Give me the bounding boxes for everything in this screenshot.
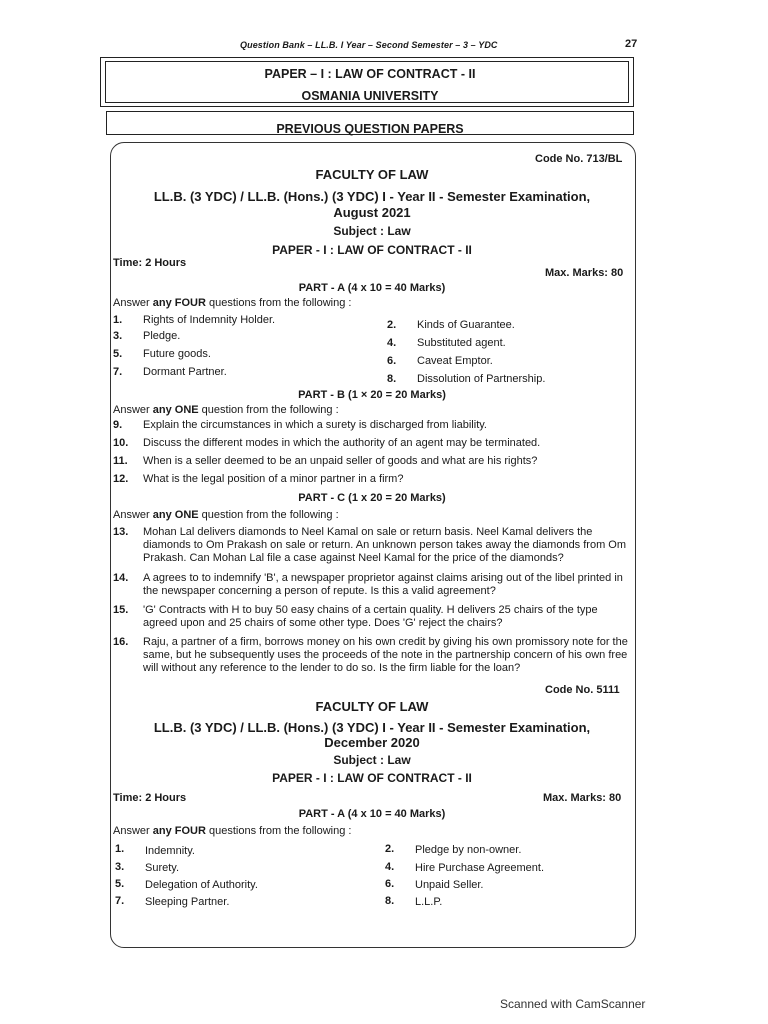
instruction-emphasis: any FOUR <box>152 297 206 309</box>
paper2-a-item-text: Sleeping Partner. <box>145 896 230 908</box>
paper2-time: Time: 2 Hours <box>113 792 187 804</box>
paper2-a-item-num: 7. <box>115 895 125 907</box>
paper1-a-item-num: 3. <box>113 330 123 342</box>
paper1-code: Code No. 713/BL <box>535 153 623 165</box>
paper1-session: August 2021 <box>333 205 411 220</box>
paper1-part-b-heading: PART - B (1 × 20 = 20 Marks) <box>298 389 446 401</box>
page-number: 27 <box>625 38 638 50</box>
paper2-a-item-num: 3. <box>115 861 125 873</box>
paper1-a-item-num: 6. <box>387 355 397 367</box>
paper1-max-marks: Max. Marks: 80 <box>545 267 624 279</box>
paper1-a-item-num: 5. <box>113 348 123 360</box>
paper1-b-question-num: 12. <box>113 473 129 485</box>
instruction-suffix: questions from the following : <box>205 825 352 837</box>
instruction-emphasis: any ONE <box>152 404 199 416</box>
paper1-c-question-num: 16. <box>113 636 129 648</box>
paper1-part-b-instruction <box>113 404 339 416</box>
paper1-a-item-text: Pledge. <box>143 330 181 342</box>
paper1-c-question-text: Mohan Lal delivers diamonds to Neel Kamal on sale or return basis. Neel Kamal delivers the diamonds to Om Prakash on sale or return. An unknown person takes away the diamonds from Om Prakash. Can Mohan Lal file a case against Neel Kamal for the price of the diamonds? <box>143 526 627 565</box>
paper1-part-a-instruction <box>113 297 351 309</box>
paper1-exam-line: LL.B. (3 YDC) / LL.B. (Hons.) (3 YDC) I - Year II - Semester Examination, <box>153 189 591 204</box>
paper1-faculty: FACULTY OF LAW <box>315 167 429 182</box>
paper2-part-a-instruction <box>113 825 351 837</box>
paper1-a-item-text: Substituted agent. <box>417 337 506 349</box>
paper2-a-item-text: Pledge by non-owner. <box>415 844 522 856</box>
paper1-c-question-text: Raju, a partner of a firm, borrows money on his own credit by giving his own promissory note for the same, but he subsequently uses the proceeds of the note in the partnership concern of his own free will without any reference to the lender to do so. Is the firm liable for the loan? <box>143 636 628 675</box>
paper2-a-item-text: Unpaid Seller. <box>415 879 484 891</box>
instruction-emphasis: any FOUR <box>152 825 206 837</box>
paper1-c-question-num: 14. <box>113 572 129 584</box>
instruction-prefix: Answer <box>113 825 153 837</box>
instruction-prefix: Answer <box>113 509 153 521</box>
paper1-a-item-text: Future goods. <box>143 348 211 360</box>
paper1-part-c-heading: PART - C (1 x 20 = 20 Marks) <box>298 492 446 504</box>
paper2-subject: Subject : Law <box>333 753 411 767</box>
paper2-max-marks: Max. Marks: 80 <box>543 792 622 804</box>
paper2-code: Code No. 5111 <box>545 684 620 696</box>
instruction-prefix: Answer <box>113 404 153 416</box>
paper2-exam-line: LL.B. (3 YDC) / LL.B. (Hons.) (3 YDC) I - Year II - Semester Examination, <box>153 720 591 735</box>
paper2-a-item-text: Hire Purchase Agreement. <box>415 862 545 874</box>
paper2-a-item-text: L.L.P. <box>415 896 443 908</box>
scanner-watermark: Scanned with CamScanner <box>500 997 646 1011</box>
paper2-session: December 2020 <box>324 735 420 750</box>
section-label: PREVIOUS QUESTION PAPERS <box>276 122 464 136</box>
paper1-a-item-text: Kinds of Guarantee. <box>417 319 515 331</box>
paper1-b-question-num: 10. <box>113 437 129 449</box>
paper2-a-item-num: 2. <box>385 843 395 855</box>
paper1-b-question-num: 11. <box>113 455 128 467</box>
paper1-a-item-text: Dormant Partner. <box>143 366 227 378</box>
paper2-a-item-num: 8. <box>385 895 395 907</box>
paper1-b-question-text: Discuss the different modes in which the authority of an agent may be terminated. <box>143 437 541 449</box>
instruction-suffix: question from the following : <box>198 509 339 521</box>
university-name: OSMANIA UNIVERSITY <box>301 89 439 103</box>
paper1-c-question-text: 'G' Contracts with H to buy 50 easy chains of a certain quality. H delivers 25 chairs of the type agreed upon and 25 chairs of some other type. Does 'G' reject the chairs? <box>143 604 598 630</box>
paper2-faculty: FACULTY OF LAW <box>315 699 429 714</box>
paper2-a-item-num: 1. <box>115 843 125 855</box>
paper1-a-item-num: 1. <box>113 314 123 326</box>
instruction-suffix: question from the following : <box>198 404 339 416</box>
instruction-prefix: Answer <box>113 297 153 309</box>
paper2-a-item-num: 6. <box>385 878 395 890</box>
instruction-emphasis: any ONE <box>152 509 199 521</box>
paper1-part-c-instruction <box>113 509 339 521</box>
paper1-c-question-num: 13. <box>113 526 129 538</box>
paper1-a-item-text: Rights of Indemnity Holder. <box>143 314 276 326</box>
paper1-part-a-heading: PART - A (4 x 10 = 40 Marks) <box>298 282 446 294</box>
paper1-b-question-num: 9. <box>113 419 123 431</box>
paper1-c-question-num: 15. <box>113 604 129 616</box>
paper1-b-question-text: When is a seller deemed to be an unpaid seller of goods and what are his rights? <box>143 455 538 467</box>
paper1-a-item-text: Caveat Emptor. <box>417 355 493 367</box>
paper1-b-question-text: Explain the circumstances in which a surety is discharged from liability. <box>143 419 487 431</box>
paper1-subject: Subject : Law <box>333 224 411 238</box>
paper2-paper-title: PAPER - I : LAW OF CONTRACT - II <box>272 771 472 785</box>
paper1-c-question-text: A agrees to to indemnify 'B', a newspaper proprietor against claims arising out of the libel printed in the newspaper concerning a person of repute. Is this a valid agreement? <box>143 572 623 598</box>
paper1-time: Time: 2 Hours <box>113 257 187 269</box>
paper1-a-item-num: 4. <box>387 337 397 349</box>
paper2-a-item-text: Indemnity. <box>145 845 195 857</box>
paper1-a-item-num: 7. <box>113 366 123 378</box>
paper2-a-item-text: Delegation of Authority. <box>145 879 258 891</box>
paper1-b-question-text: What is the legal position of a minor partner in a firm? <box>143 473 404 485</box>
paper1-paper-title: PAPER - I : LAW OF CONTRACT - II <box>272 243 472 257</box>
instruction-suffix: questions from the following : <box>205 297 352 309</box>
running-head: Question Bank – LL.B. I Year – Second Semester – 3 – YDC <box>240 40 498 50</box>
paper2-a-item-text: Surety. <box>145 862 180 874</box>
paper1-a-item-num: 8. <box>387 373 397 385</box>
paper2-a-item-num: 4. <box>385 861 395 873</box>
paper1-a-item-num: 2. <box>387 319 397 331</box>
paper2-a-item-num: 5. <box>115 878 125 890</box>
paper1-a-item-text: Dissolution of Partnership. <box>417 373 546 385</box>
paper-title: PAPER – I : LAW OF CONTRACT - II <box>264 67 476 81</box>
paper2-part-a-heading: PART - A (4 x 10 = 40 Marks) <box>298 808 446 820</box>
